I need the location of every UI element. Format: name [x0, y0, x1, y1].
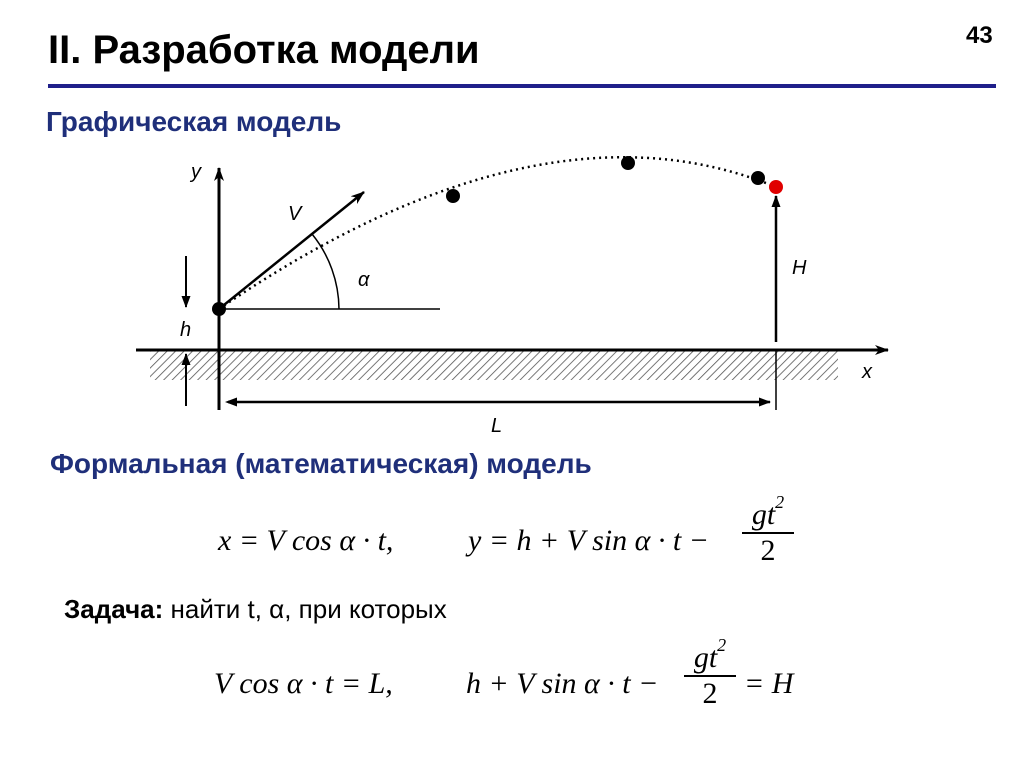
trajectory-point: [446, 189, 460, 203]
graphic-model-heading: Графическая модель: [46, 106, 342, 137]
y-axis-label: y: [191, 161, 201, 183]
task-statement: [64, 594, 447, 625]
formula-y-equation: y = h + V sin α · t −: [468, 524, 709, 557]
formula-H-equation-rhs: = H: [744, 667, 794, 700]
target-point: [769, 180, 783, 194]
fraction-denominator: 2: [760, 533, 776, 567]
x-axis-label: x: [862, 361, 872, 383]
trajectory-point: [751, 171, 765, 185]
formula-y-fraction: [742, 492, 794, 568]
formula-H-equation-lhs: h + V sin α · t −: [466, 667, 659, 700]
angle-arc: [312, 234, 339, 309]
page-number: 43: [966, 22, 993, 49]
formal-model-heading: Формальная (математическая) модель: [50, 448, 592, 479]
trajectory-path: [219, 157, 776, 309]
task-label: Задача:: [64, 594, 164, 624]
velocity-label: V: [288, 203, 302, 225]
formula-H-fraction: [684, 635, 736, 711]
fraction-numerator: $gt^2$: [693, 635, 727, 674]
trajectory-point: [621, 156, 635, 170]
task-text: найти t, α, при которых: [163, 594, 447, 624]
angle-label: α: [358, 269, 370, 291]
ground-hatch: [150, 350, 838, 380]
slide-title: II. Разработка модели: [48, 28, 480, 72]
height-H-label: H: [792, 257, 807, 279]
formula-x-equation: x = V cos α · t,: [218, 524, 394, 557]
launch-point: [212, 302, 226, 316]
formula-L-equation: V cos α · t = L,: [214, 667, 393, 700]
height-h-label: h: [180, 319, 192, 341]
fraction-numerator: $gt^2$: [751, 492, 785, 531]
distance-L-label: L: [491, 415, 503, 437]
fraction-denominator: 2: [702, 676, 718, 710]
